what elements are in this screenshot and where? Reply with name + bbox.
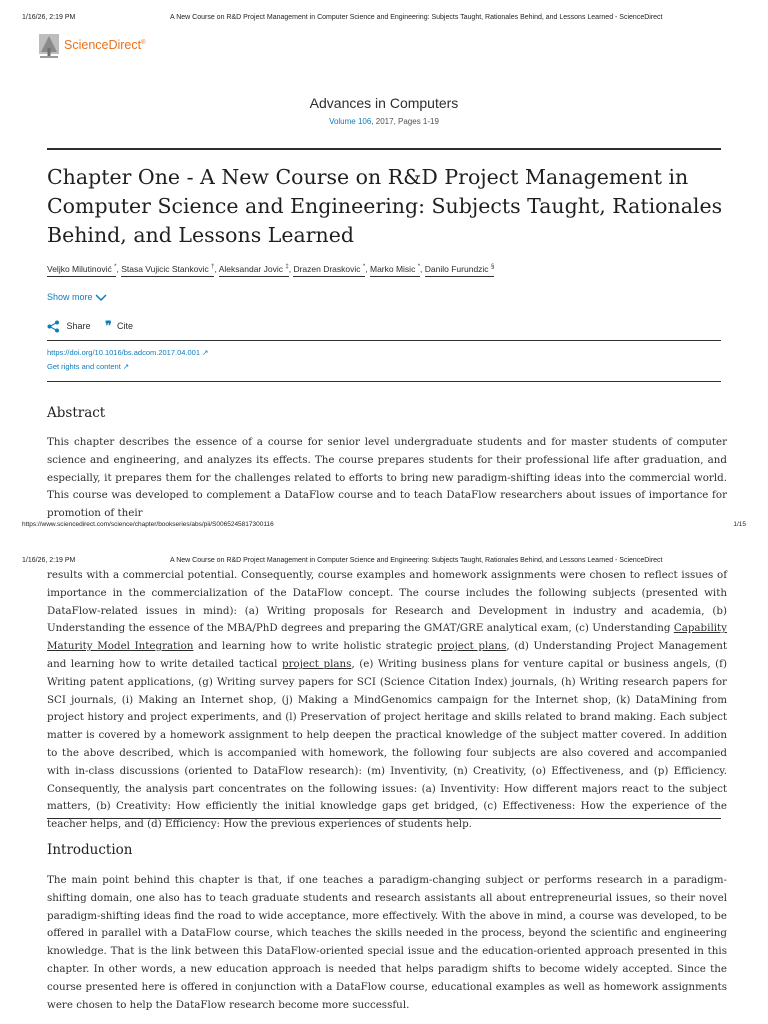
abstract-paragraph-continued: results with a commercial potential. Consequently, course examples and homework assignments were chosen to reflect issues of importance in the commercialization of the DataFlow concept. The course includes the following subjects (presented with DataFlow-related issues in mind): (a) Writing proposals for Research and Development in industry and academia, (b) Understanding the essence of the MBA/PhD degrees and preparing the GMAT/GRE analytical exam, (c) Understanding Capability Maturity Model Integration and learning how to write holistic strategic project plans, (d) Understanding Project Management and learning how to write detailed tactical project plans, (e) Writing business plans for venture capital or business angels, (f) Writing patent applications, (g) Writing survey papers for SCI (Science Citation Index) journals, (h) Writing research papers for SCI journals, (i) Making an Internet shop, (j) Making a MindGenomics campaign for the Internet shop, (k) DataMining from project history and project experiments, and (l) Preservation of project heritage and skills related to brand making. Each subject matter is covered by a homework assignment to help deepen the practical knowledge of the subject matter covered. In addition to the above described, which is accompanied with homework, the following four subjects are also covered and accompanied with in-class discussions (oriented to DataFlow research): (m) Inventivity, (n) Creativity, (o) Effectiveness, and (p) Efficiency. Consequently, the analysis part concentrates on the following issues: (a) Inventivity: How different majors react to the subject matters, (b) Creativity: How efficiently the initial knowledge gaps get bridged, (c) Effectiveness: How the experience of the teacher helps, and (d) Efficiency: How the previous experiences of students help.	[47, 569, 727, 831]
author-link[interactable]: Danilo Furundzic §	[425, 264, 495, 277]
print-datetime: 1/16/26, 2:19 PM	[22, 557, 76, 564]
print-url: https://www.sciencedirect.com/science/chapter/bookseries/abs/pii/S0065245817300116	[22, 521, 274, 528]
abstract-heading: Abstract	[47, 405, 106, 421]
doi-rule-top	[47, 340, 721, 341]
author-link[interactable]: Aleksandar Jovic ‡	[219, 264, 289, 277]
volume-details: , 2017, Pages 1-19	[371, 117, 439, 126]
doi-rule-bottom	[47, 381, 721, 382]
author-link[interactable]: Veljko Milutinović *	[47, 264, 116, 277]
author-link[interactable]: Stasa Vujicic Stankovic †	[121, 264, 214, 277]
print-datetime: 1/16/26, 2:19 PM	[22, 14, 76, 21]
journal-title[interactable]: Advances in Computers	[309, 95, 459, 111]
show-more-button[interactable]	[47, 292, 107, 302]
brand-mark: ®	[141, 39, 146, 46]
project-plans-link[interactable]: project plans	[436, 640, 507, 653]
introduction-heading: Introduction	[47, 842, 133, 858]
brand-name: ScienceDirect	[64, 38, 142, 52]
introduction-paragraph: The main point behind this chapter is that, if one teaches a paradigm-changing subject or performs research in a paradigm-shifting domain, one also has to teach graduate students and research assistants all about entrepreneurial issues, so their novel paradigm-shifting ideas find the road to wide acceptance, more effectively. With the above in mind, a course was developed, to be offered in parallel with a DataFlow course, which teaches the skills needed in the process, beyond the scientific and engineering knowledge. That is the link between this DataFlow-oriented special issue and the education-oriented approach presented in this chapter. In other words, a new education approach is needed that helps paradigm shifts to become widely accepted. Since the course presented here is offered in conjunction with a DataFlow course, educational examples as well as homework assignments were chosen to help the DataFlow research become more successful.	[47, 874, 727, 1011]
print-page-number: 1/15	[733, 521, 746, 528]
share-label: Share	[66, 321, 91, 331]
volume-info	[0, 117, 768, 126]
show-more-label: Show more	[47, 292, 93, 302]
doi-link[interactable]: https://doi.org/10.1016/bs.adcom.2017.04.001 ↗	[47, 348, 209, 357]
abstract-rule	[47, 818, 721, 819]
abstract-paragraph: This chapter describes the essence of a course for senior level undergraduate students and for master students of computer science and engineering, and analyzes its effects. The course prepares students for their professional life after graduation, and especially, it prepares them for the challenges related to efforts to bring new paradigm-shifting ideas into the commercial world. This course was developed to complement a DataFlow course and to teach DataFlow researchers about issues of importance for promotion of their	[47, 436, 727, 520]
cite-label: Cite	[117, 321, 134, 331]
title-rule	[47, 148, 721, 150]
author-list: Veljko Milutinović *, Stasa Vujicic Stankovic †, Aleksandar Jovic ‡, Drazen Draskovic *, Marko Misic *, Danilo Furundzic §	[47, 264, 494, 274]
author-link[interactable]: Marko Misic *	[370, 264, 420, 277]
cite-button[interactable]	[105, 319, 134, 333]
author-link[interactable]: Drazen Draskovic *	[293, 264, 365, 277]
article-actions	[47, 319, 133, 333]
article-title: Chapter One - A New Course on R&D Project Management in Computer Science and Engineering: Subjects Taught, Rationales Behind, and Lessons Learned	[47, 165, 723, 247]
share-button[interactable]	[47, 320, 93, 330]
external-link-icon: ↗	[122, 362, 130, 371]
chevron-down-icon	[95, 294, 107, 302]
share-icon	[47, 320, 60, 333]
print-title: A New Course on R&D Project Management in Computer Science and Engineering: Subjects Taught, Rationales Behind, and Lessons Learned - ScienceDirect	[170, 14, 663, 21]
cmmi-link[interactable]: Capability Maturity Model Integration	[47, 622, 727, 653]
external-link-icon: ↗	[202, 348, 209, 357]
project-plans-link[interactable]: project plans	[282, 657, 352, 670]
quote-icon: ❞	[105, 319, 112, 333]
elsevier-tree-icon	[38, 32, 60, 60]
rights-link[interactable]: Get rights and content ↗	[47, 362, 130, 371]
print-title: A New Course on R&D Project Management in Computer Science and Engineering: Subjects Taught, Rationales Behind, and Lessons Learned - ScienceDirect	[170, 557, 663, 564]
volume-link[interactable]: Volume 106	[329, 117, 372, 126]
